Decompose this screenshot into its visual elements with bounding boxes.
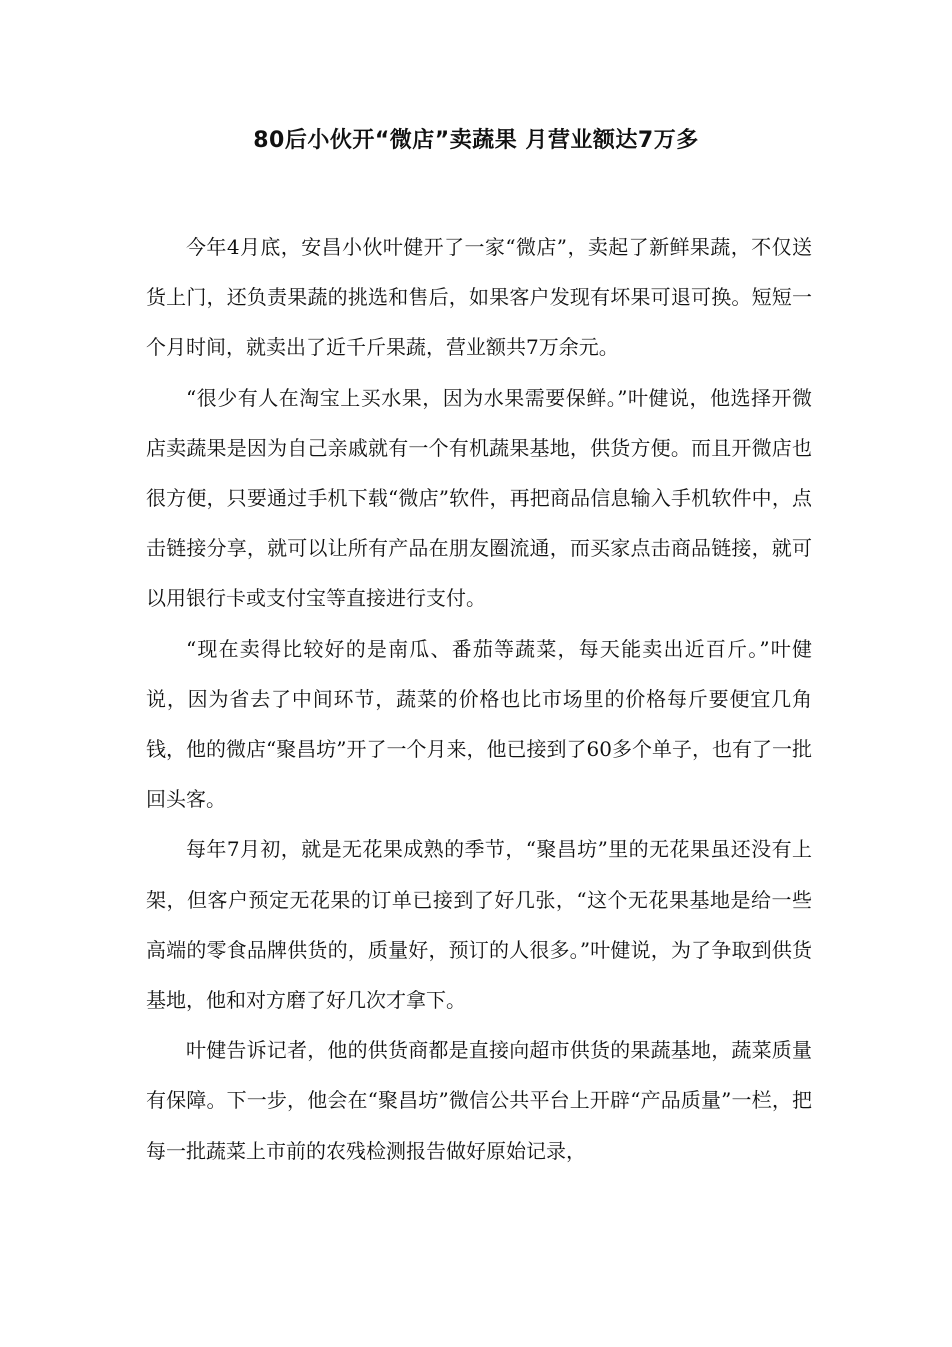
paragraph-2: “很少有人在淘宝上买水果，因为水果需要保鲜。”叶健说，他选择开微店卖蔬果是因为自己亲戚就有一个有机蔬果基地，供货方便。而且开微店也很方便，只要通过手机下载“微店”软件，再把商品信息输入手机软件中，点击链接分享，就可以让所有产品在朋友圈流通，而买家点击商品链接，就可以用银行卡或支付宝等直接进行支付。 [146,385,812,611]
article-title: 80后小伙开“微店”卖蔬果 月营业额达7万多 [253,128,699,153]
paragraph-3: “现在卖得比较好的是南瓜、番茄等蔬菜，每天能卖出近百斤。”叶健说，因为省去了中间环节，蔬菜的价格也比市场里的价格每斤要便宜几角钱，他的微店“聚昌坊”开了一个月来，他已接到了60多个单子，也有了一批回头客。 [146,636,812,812]
paragraph-5: 叶健告诉记者，他的供货商都是直接向超市供货的果蔬基地，蔬菜质量有保障。下一步，他会在“聚昌坊”微信公共平台上开辟“产品质量”一栏，把每一批蔬菜上市前的农残检测报告做好原始记录， [146,1038,812,1163]
article-body [146,222,812,1176]
paragraph-4: 每年7月初，就是无花果成熟的季节，“聚昌坊”里的无花果虽还没有上架，但客户预定无花果的订单已接到了好几张，“这个无花果基地是给一些高端的零食品牌供货的，质量好，预订的人很多。”叶健说，为了争取到供货基地，他和对方磨了好几次才拿下。 [146,837,812,1013]
paragraph-1: 今年4月底，安昌小伙叶健开了一家“微店”，卖起了新鲜果蔬，不仅送货上门，还负责果蔬的挑选和售后，如果客户发现有坏果可退可换。短短一个月时间，就卖出了近千斤果蔬，营业额共7万余元。 [146,235,812,360]
